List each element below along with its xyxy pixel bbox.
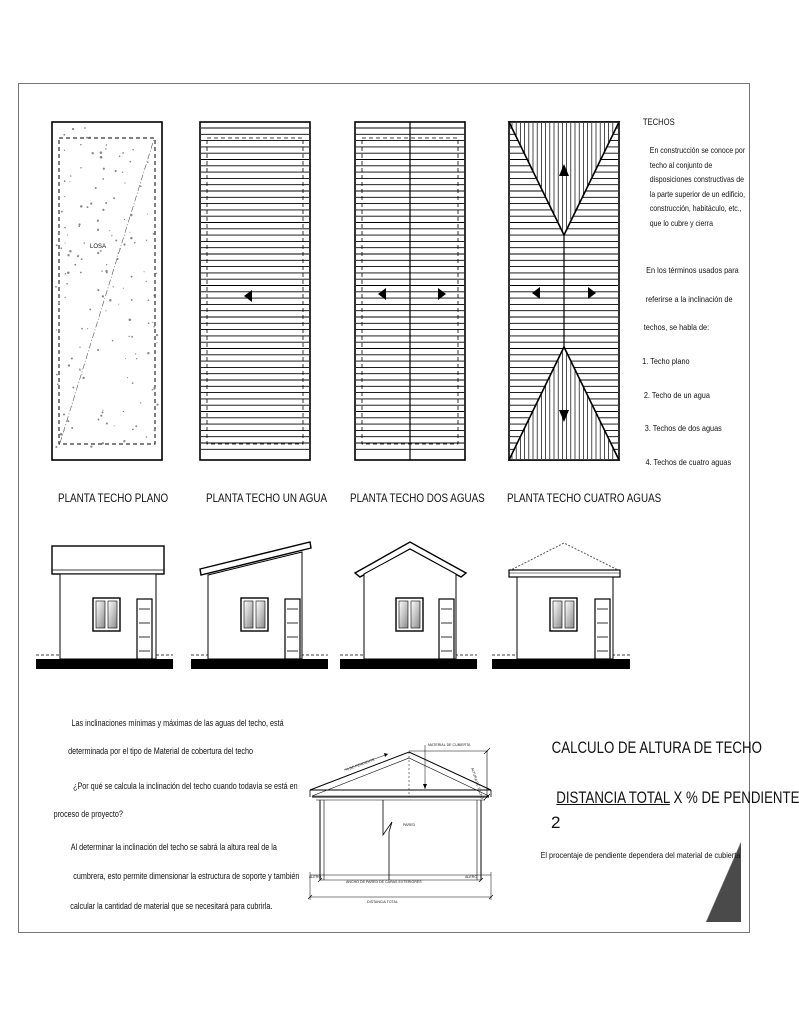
bottom-line-1: Las inclinaciones mínimas y máximas de las aguas del techo, está: [71, 718, 284, 728]
calc-formula: [556, 788, 799, 808]
bottom-line-6: cumbrera, esto permite dimensionar la estructura de soporte y también: [73, 871, 300, 881]
window: [396, 598, 423, 631]
list-item-2: 2. Techo de un agua: [643, 390, 710, 400]
elevation-four-slope-roof: [492, 543, 630, 669]
bottom-line-5: Al determinar la inclinación del techo se sabrá la altura real de la: [70, 842, 277, 852]
roof-height-section: [308, 743, 493, 904]
elevation-two-slope-roof: [340, 542, 477, 669]
plan-title-four-slopes: PLANTA TECHO CUATRO AGUAS: [507, 491, 662, 505]
label-pared: PARED: [403, 823, 416, 827]
bottom-line-3: ¿Por qué se calcula la inclinación del techo cuando todavía se está en: [73, 781, 298, 791]
label-pendiente: % DE PENDIENTE: [344, 757, 376, 772]
list-item-3: 3. Techos de dos aguas: [644, 423, 722, 433]
terms-line-3: techos, se habla de:: [643, 322, 710, 332]
terms-line-1: En los términos usados para: [646, 265, 739, 275]
list-item-1: 1. Techo plano: [642, 356, 690, 366]
elevation-flat-roof: [36, 546, 173, 669]
window: [93, 598, 120, 631]
plan-four-slope-roof: [509, 122, 619, 460]
formula-pendiente: X % DE PENDIENTE: [669, 788, 799, 807]
label-alero-right: ALERO: [465, 875, 478, 879]
door: [439, 599, 454, 659]
techos-heading: TECHOS: [642, 117, 675, 127]
window: [241, 598, 268, 631]
plan-title-two-slopes: PLANTA TECHO DOS AGUAS: [350, 491, 485, 505]
losa-label: LOSA: [90, 244, 107, 250]
calc-note: El procentaje de pendiente dependera del material de cubierta: [540, 850, 741, 860]
calc-title: CALCULO DE ALTURA DE TECHO: [551, 738, 762, 757]
list-item-4: 4. Techos de cuatro aguas: [645, 457, 732, 467]
door: [595, 599, 610, 659]
terms-line-2: referirse a la inclinación de: [645, 294, 733, 304]
label-altura-de-techo: ALTURA DE TECHO: [470, 767, 485, 800]
label-alero-left: ALERO: [309, 875, 322, 879]
door: [285, 599, 300, 659]
plan-flat-roof: [52, 122, 162, 460]
techos-definition: En construcción se conoce por techo al conjunto de disposiciones constructivas de la parte superior de un edificio, construcción, habitáculo, etc., que lo cubre y cierra: [649, 145, 746, 228]
plan-one-slope-roof: [200, 122, 310, 460]
plan-title-flat: PLANTA TECHO PLANO: [58, 491, 169, 505]
label-material-de-cubierta: MATERIAL DE CUBIERTA: [428, 743, 471, 747]
formula-divisor: 2: [551, 813, 561, 832]
label-distancia-total: DISTANCIA TOTAL: [367, 900, 398, 904]
bottom-line-7: calcular la cantidad de material que se necesitará para cubrirla.: [70, 901, 273, 911]
bottom-line-2: determinada por el tipo de Material de cobertura del techo: [68, 746, 254, 756]
door: [137, 599, 152, 659]
elevation-one-slope-roof: [191, 542, 328, 669]
plan-two-slope-roof: [355, 122, 465, 460]
bottom-line-4: proceso de proyecto?: [53, 809, 123, 819]
label-ancho-de-pared: ANCHO DE PARED DE CARAS EXTERIORES: [346, 880, 422, 884]
window: [550, 598, 577, 631]
plan-title-one-slope: PLANTA TECHO UN AGUA: [206, 491, 328, 505]
formula-distancia-total: DISTANCIA TOTAL: [556, 788, 670, 807]
